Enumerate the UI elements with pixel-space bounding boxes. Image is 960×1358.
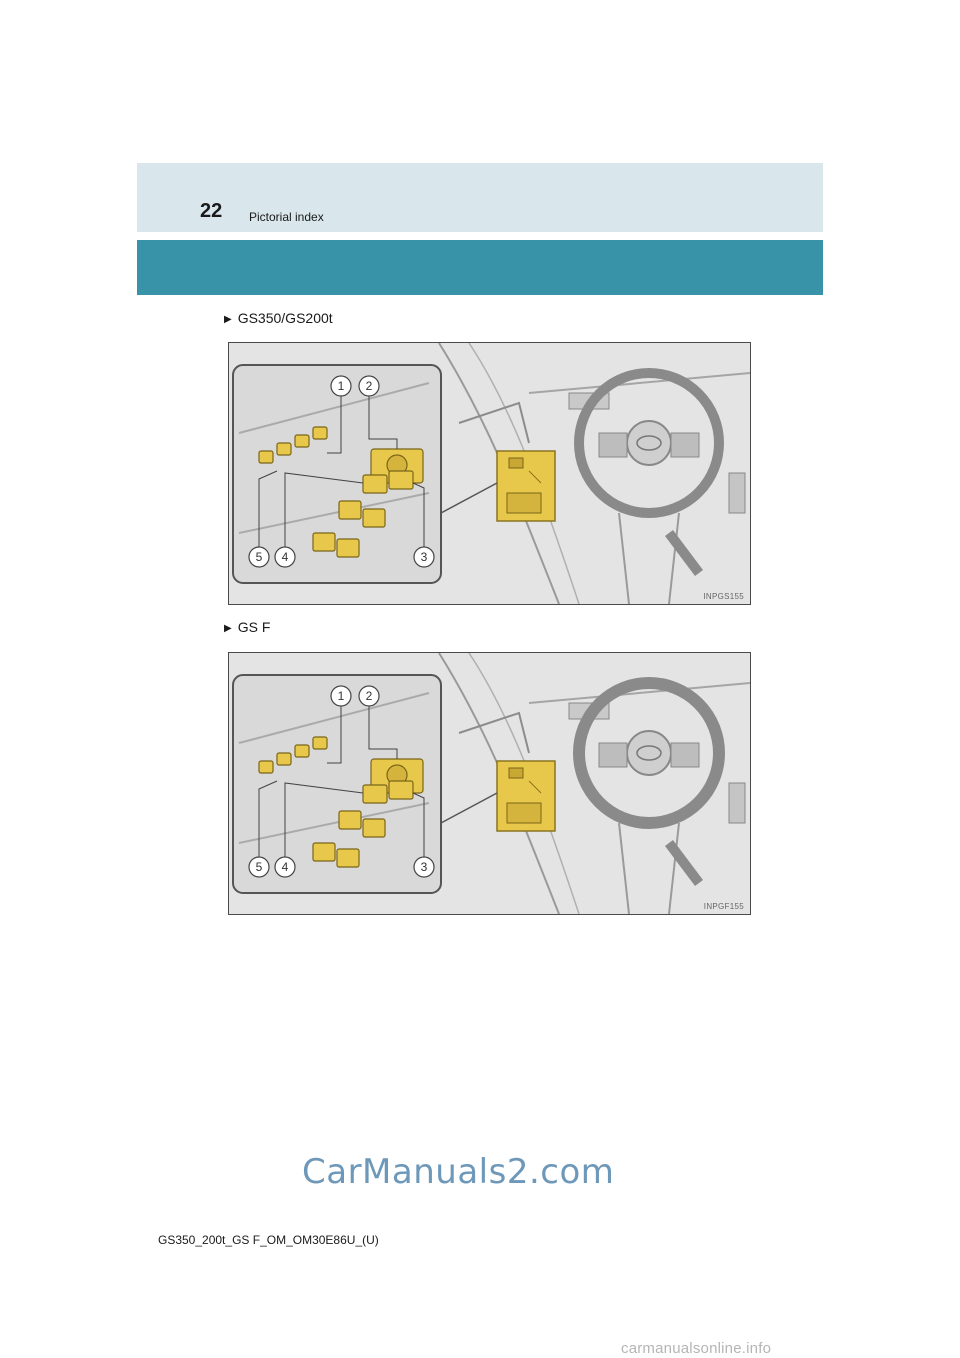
watermark: CarManuals2.com (302, 1152, 615, 1192)
callout-1: 1 (337, 689, 345, 703)
document-code: GS350_200t_GS F_OM_OM30E86U_(U) (158, 1233, 379, 1247)
section-title: Pictorial index (249, 210, 324, 224)
triangle-right-icon: ▶ (224, 314, 232, 325)
variant-label-text: GS350/GS200t (237, 310, 333, 326)
section-banner (137, 240, 823, 295)
callout-2: 2 (365, 689, 373, 703)
callout-3: 3 (420, 860, 428, 874)
callout-4: 4 (281, 550, 289, 564)
callout-1: 1 (337, 379, 345, 393)
page-number: 22 (200, 200, 223, 222)
callout-3: 3 (420, 550, 428, 564)
figure-code: INPGF155 (703, 902, 744, 911)
header-band (137, 163, 823, 232)
door-switch-illustration (229, 653, 750, 914)
variant-label-gs350 (224, 311, 333, 326)
variant-label-text: GS F (237, 619, 271, 635)
figure-gsf-door-switches (228, 652, 751, 915)
triangle-right-icon: ▶ (224, 623, 232, 634)
site-link[interactable]: carmanualsonline.info (621, 1340, 772, 1357)
figure-code: INPGS155 (703, 592, 744, 601)
callout-5: 5 (255, 550, 263, 564)
callout-2: 2 (365, 379, 373, 393)
variant-label-gsf (224, 620, 270, 635)
callout-4: 4 (281, 860, 289, 874)
door-switch-illustration (229, 343, 750, 604)
figure-gs350-door-switches (228, 342, 751, 605)
callout-5: 5 (255, 860, 263, 874)
